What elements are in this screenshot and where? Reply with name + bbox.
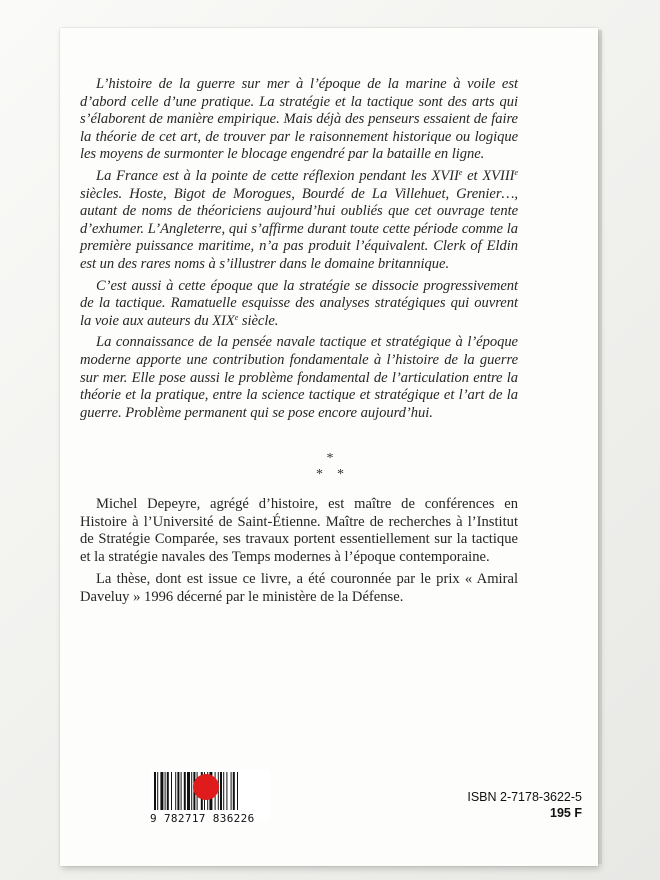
price-sticker xyxy=(193,774,219,800)
barcode-bar xyxy=(231,772,232,810)
barcode-bar xyxy=(220,772,222,810)
barcode-bar xyxy=(181,772,182,810)
separator-star-top: * xyxy=(326,451,334,466)
blurb-text xyxy=(80,76,518,422)
blurb-paragraph-3: C’est aussi à cette époque que la stratégie se dissocie progressivement de la tactique. Ramatuelle esquisse des analyses stratégiques qui ouvrent la voie aux auteurs du XIXe siècle. xyxy=(80,277,518,329)
separator-stars-bottom: * * xyxy=(316,467,344,482)
barcode-bar xyxy=(154,772,156,810)
barcode-bar xyxy=(167,772,169,810)
isbn-number: ISBN 2-7178-3622-5 xyxy=(467,790,582,804)
barcode-bar xyxy=(177,772,179,810)
barcode-bar xyxy=(233,772,235,810)
blurb-paragraph-1: L’histoire de la guerre sur mer à l’époque de la marine à voile est d’abord celle d’une pratique. La stratégie et la tactique sont des arts qui s’élaborent de manière empirique. Mais déjà des penseurs essaient de faire la théorie de cet art, de trouver par le raisonnement historique ou logique les moyens de surmonter le blocage engendré par la bataille en ligne. xyxy=(80,76,518,163)
blurb-paragraph-2: La France est à la pointe de cette réflexion pendant les XVIIe et XVIIIe siècles. Hoste, Bigot de Morogues, Bourdé de La Villehuet, Grenier…, autant de noms de théoriciens aujourd’hui oubliés que cet ouvrage tente d’exhumer. L’Angleterre, qui s’affirme durant toute cette période comme la première puissance maritime, n’a pas produit l’équivalent. Clerk of Eldin est un des rares noms à s’illustrer dans le domaine britannique. xyxy=(80,167,518,272)
barcode-bar xyxy=(175,772,176,810)
barcode-bar xyxy=(184,772,186,810)
barcode-bar xyxy=(157,772,158,810)
barcode-bar xyxy=(191,772,192,810)
barcode-digits: 9 782717 836226 xyxy=(150,812,255,825)
bio-paragraph-2: La thèse, dont est issue ce livre, a été couronnée par le prix « Amiral Daveluy » 1996 décerné par le ministère de la Défense. xyxy=(80,571,518,605)
barcode-bar xyxy=(187,772,190,810)
barcode-bar xyxy=(160,772,163,810)
blurb-paragraph-4: La connaissance de la pensée navale tactique et stratégique à l’époque moderne apporte une contribution fondamentale à l’histoire de la guerre sur mer. Elle pose aussi le problème fondamental de l’articulation entre la théorie et la pratique, entre la science tactique et stratégique et l’art de la guerre. Problème permanent qui se pose encore aujourd’hui. xyxy=(80,334,518,421)
author-bio xyxy=(80,496,518,607)
barcode-bar xyxy=(237,772,238,810)
barcode-bar xyxy=(226,772,227,810)
bio-paragraph-1: Michel Depeyre, agrégé d’histoire, est maître de conférences en Histoire à l’Université de Saint-Étienne. Maître de recherches à l’Institut de Stratégie Comparée, ses travaux portent essentiellement sur la tactique et la stratégie navales des Temps modernes à l’époque contemporaine. xyxy=(80,496,518,565)
price-label: 195 F xyxy=(550,806,582,820)
barcode-bar xyxy=(223,772,224,810)
barcode-bar xyxy=(165,772,166,810)
barcode-bar xyxy=(171,772,172,810)
